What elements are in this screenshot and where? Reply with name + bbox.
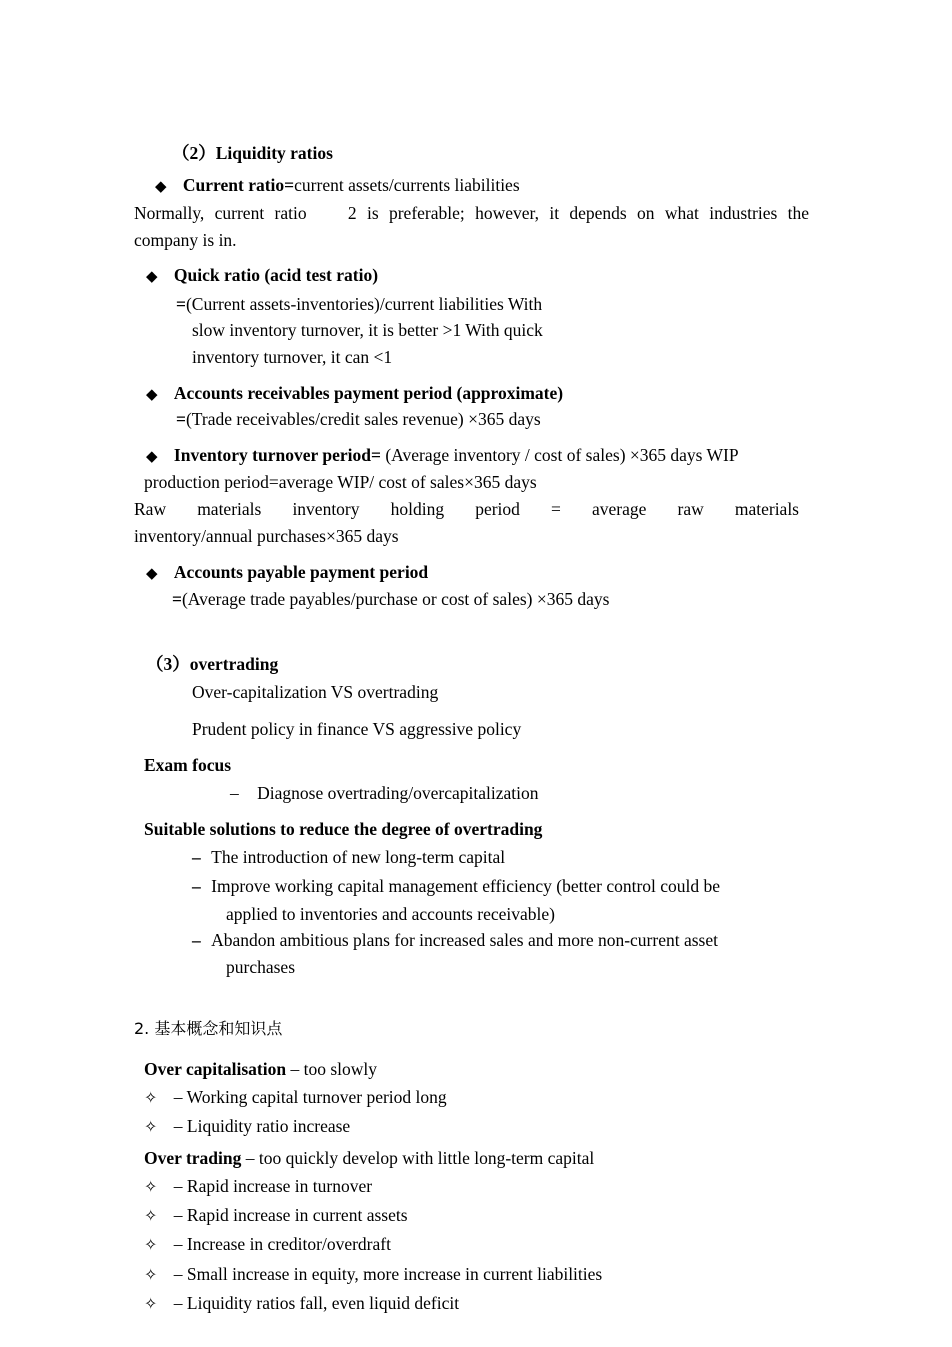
list-item-text: – Increase in creditor/overdraft	[173, 1234, 391, 1254]
solution-text-2: Improve working capital management efficiency (better control could be	[211, 876, 721, 896]
list-item	[144, 1234, 391, 1255]
inventory-turnover-item	[146, 445, 739, 466]
equals-sign: =	[176, 294, 186, 314]
star-bullet-icon: ✧	[144, 1177, 158, 1196]
solution-item-1	[192, 847, 505, 868]
overtrade-heading-line	[144, 1148, 594, 1169]
list-item-text: – Small increase in equity, more increase in current liabilities	[173, 1264, 603, 1284]
quick-ratio-formula-line2: slow inventory turnover, it is better >1 With quick	[192, 320, 543, 340]
ap-period-item	[146, 562, 428, 583]
diamond-bullet-icon: ◆	[146, 385, 158, 403]
overcap-title: Over capitalisation	[144, 1059, 287, 1079]
overcap-heading-line	[144, 1059, 377, 1080]
solution-text-3-cont: purchases	[226, 957, 296, 977]
dash-bullet-icon: –	[192, 847, 201, 867]
exam-focus-text: Diagnose overtrading/overcapitalization	[257, 783, 539, 803]
current-ratio-formula: current assets/currents liabilities	[294, 175, 520, 195]
solution-item-3	[192, 930, 718, 951]
equals-sign: =	[172, 589, 182, 609]
overcap-desc: – too slowly	[286, 1059, 378, 1079]
diamond-bullet-icon: ◆	[146, 447, 158, 465]
ap-period-formula-line	[172, 589, 609, 610]
star-bullet-icon: ✧	[144, 1088, 158, 1107]
prudent-vs-aggressive: Prudent policy in finance VS aggressive policy	[192, 719, 522, 739]
wip-period-line: production period=average WIP/ cost of sales×365 days	[144, 472, 537, 492]
ar-period-formula: (Trade receivables/credit sales revenue) ×365 days	[185, 409, 541, 429]
star-bullet-icon: ✧	[144, 1117, 158, 1136]
ar-period-title: Accounts receivables payment period (approximate)	[173, 383, 564, 403]
quick-ratio-item	[146, 265, 378, 286]
section-heading-overtrading: （3）overtrading	[146, 654, 279, 674]
list-item	[144, 1293, 459, 1314]
solution-text-1: The introduction of new long-term capital	[211, 847, 506, 867]
ap-period-formula: (Average trade payables/purchase or cost of sales) ×365 days	[181, 589, 610, 609]
solution-text-3: Abandon ambitious plans for increased sales and more non-current asset	[211, 930, 718, 950]
quick-ratio-formula-line1	[176, 294, 542, 315]
list-item-text: – Working capital turnover period long	[173, 1087, 447, 1107]
dash-bullet-icon: –	[192, 930, 201, 950]
list-item-text: – Rapid increase in turnover	[173, 1176, 373, 1196]
current-ratio-label: Current ratio=	[182, 175, 295, 195]
raw-materials-line1: Raw materials inventory holding period = average raw materials	[134, 499, 799, 519]
solutions-heading: Suitable solutions to reduce the degree of overtrading	[144, 819, 543, 839]
current-ratio-note-line1: Normally, current ratio 2 is preferable; however, it depends on what industries the	[134, 203, 809, 223]
current-ratio-note-line2: company is in.	[134, 230, 237, 250]
overtrade-title: Over trading	[144, 1148, 242, 1168]
quick-ratio-formula: (Current assets-inventories)/current liabilities With	[185, 294, 543, 314]
section-heading-liquidity-ratios: （2）Liquidity ratios	[172, 143, 333, 163]
list-item	[144, 1087, 447, 1108]
inventory-turnover-title: Inventory turnover period=	[173, 445, 381, 465]
list-item	[144, 1176, 372, 1197]
list-item	[144, 1205, 408, 1226]
diamond-bullet-icon: ◆	[146, 564, 158, 582]
diamond-bullet-icon: ◆	[146, 267, 158, 285]
star-bullet-icon: ✧	[144, 1265, 158, 1284]
overtrade-desc: – too quickly develop with little long-term capital	[241, 1148, 595, 1168]
dash-bullet-icon: –	[192, 876, 201, 896]
raw-materials-line2: inventory/annual purchases×365 days	[134, 526, 399, 546]
list-item-text: – Rapid increase in current assets	[173, 1205, 408, 1225]
dash-bullet-icon: –	[230, 783, 239, 803]
star-bullet-icon: ✧	[144, 1206, 158, 1225]
ar-period-item	[146, 383, 563, 404]
list-item	[144, 1116, 350, 1137]
section-heading-basic-concepts: 2. 基本概念和知识点	[134, 1019, 283, 1038]
quick-ratio-formula-line3: inventory turnover, it can <1	[192, 347, 393, 367]
solution-item-2	[192, 876, 720, 897]
quick-ratio-title: Quick ratio (acid test ratio)	[173, 265, 379, 285]
inventory-turnover-formula: (Average inventory / cost of sales) ×365 days WIP	[385, 445, 739, 465]
overcap-vs-overtrading: Over-capitalization VS overtrading	[192, 682, 439, 702]
star-bullet-icon: ✧	[144, 1235, 158, 1254]
solution-text-2-cont: applied to inventories and accounts receivable)	[226, 904, 555, 924]
list-item	[144, 1264, 602, 1285]
current-ratio-item	[155, 175, 520, 196]
equals-sign: =	[176, 409, 186, 429]
list-item-text: – Liquidity ratio increase	[173, 1116, 351, 1136]
ap-period-title: Accounts payable payment period	[173, 562, 429, 582]
exam-focus-heading: Exam focus	[144, 755, 232, 775]
list-item-text: – Liquidity ratios fall, even liquid deficit	[173, 1293, 460, 1313]
diamond-bullet-icon: ◆	[155, 177, 167, 195]
star-bullet-icon: ✧	[144, 1294, 158, 1313]
ar-period-formula-line	[176, 409, 541, 430]
exam-focus-item	[230, 783, 538, 804]
